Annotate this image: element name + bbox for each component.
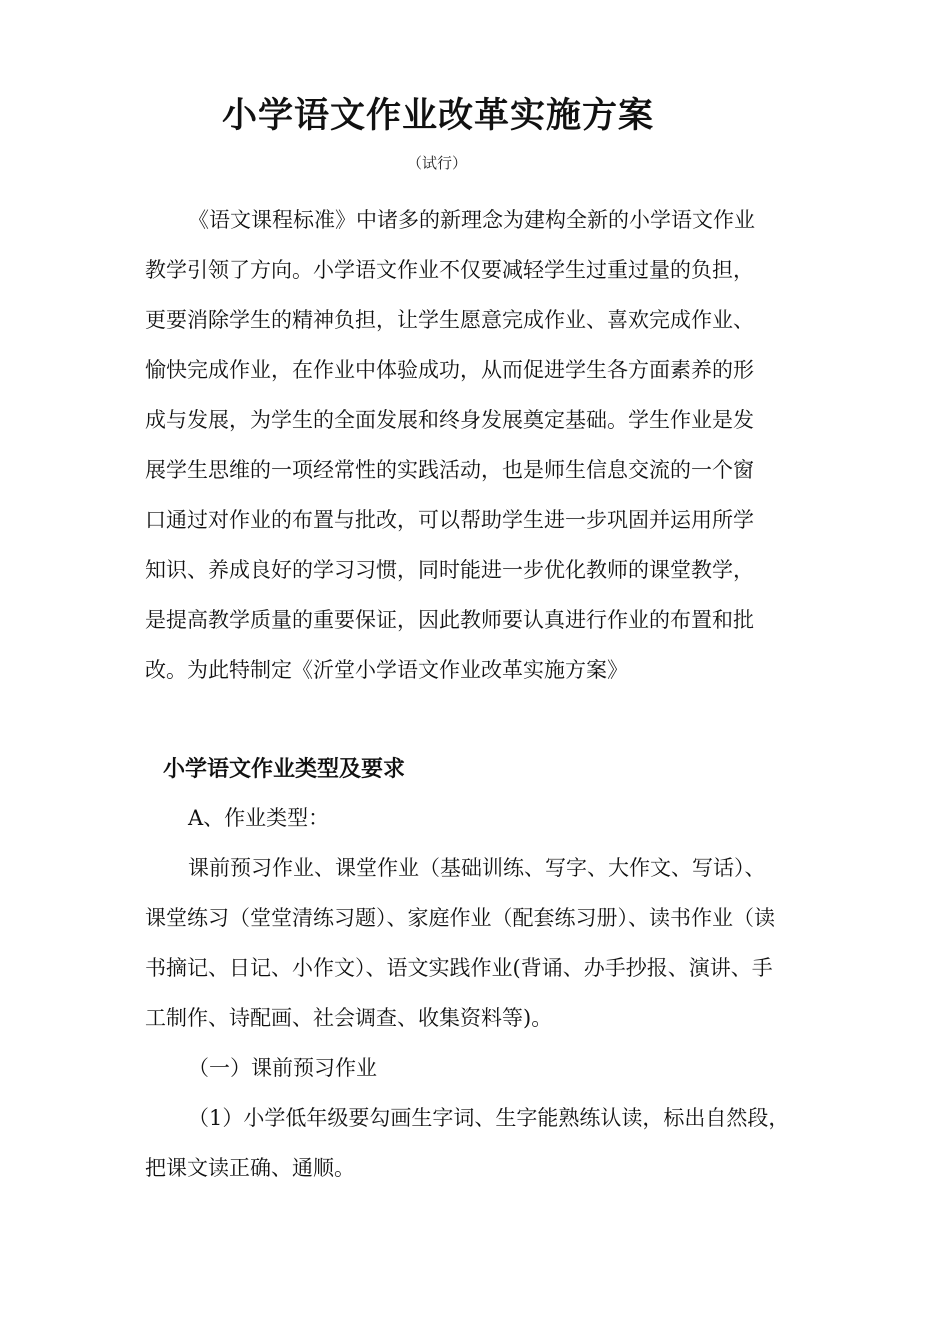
intro-line: 改。为此特制定《沂堂小学语文作业改革实施方案》 — [145, 658, 628, 682]
item-line: 把课文读正确、通顺。 — [145, 1156, 355, 1180]
intro-line: 教学引领了方向。小学语文作业不仅要减轻学生过重过量的负担， — [145, 258, 754, 282]
intro-line: 是提高教学质量的重要保证，因此教师要认真进行作业的布置和批 — [145, 608, 754, 632]
types-line: 课堂练习（堂堂清练习题）、家庭作业（配套练习册）、读书作业（读 — [145, 906, 775, 930]
type-label: A、作业类型： — [188, 806, 330, 830]
intro-line: 知识、养成良好的学习习惯，同时能进一步优化教师的课堂教学， — [145, 558, 754, 582]
intro-line: 成与发展，为学生的全面发展和终身发展奠定基础。学生作业是发 — [145, 408, 754, 432]
types-line: 书摘记、日记、小作文）、语文实践作业(背诵、办手抄报、演讲、手 — [145, 956, 773, 980]
types-line: 课前预习作业、课堂作业（基础训练、写字、大作文、写话）、 — [188, 856, 766, 880]
intro-line: 口通过对作业的布置与批改，可以帮助学生进一步巩固并运用所学 — [145, 508, 754, 532]
document-title: 小学语文作业改革实施方案 — [222, 95, 655, 136]
intro-line: 愉快完成作业，在作业中体验成功，从而促进学生各方面素养的形 — [145, 358, 754, 382]
section-heading: 小学语文作业类型及要求 — [163, 757, 406, 782]
intro-line: 《语文课程标准》中诸多的新理念为建构全新的小学语文作业 — [188, 208, 755, 232]
subsection-heading: （一）课前预习作业 — [188, 1056, 377, 1080]
types-line: 工制作、诗配画、社会调查、收集资料等)。 — [145, 1006, 553, 1030]
intro-line: 更要消除学生的精神负担，让学生愿意完成作业、喜欢完成作业、 — [145, 308, 754, 332]
item-line: （1）小学低年级要勾画生字词、生字能熟练认读，标出自然段， — [188, 1106, 790, 1130]
intro-line: 展学生思维的一项经常性的实践活动，也是师生信息交流的一个窗 — [145, 458, 754, 482]
document-subtitle: （试行） — [407, 154, 468, 172]
